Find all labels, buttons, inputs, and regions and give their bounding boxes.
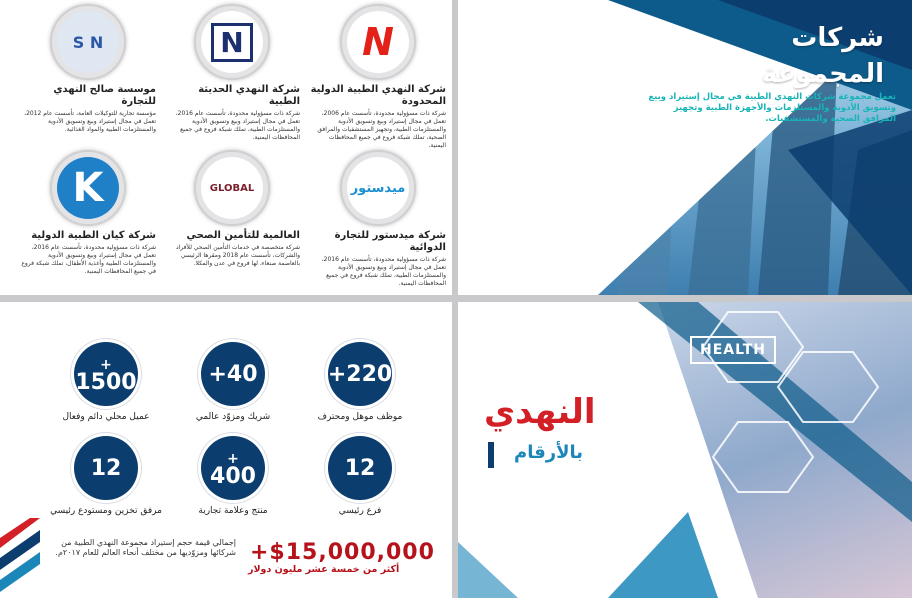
company-card — [20, 150, 156, 276]
cover-page — [458, 0, 912, 295]
stat-label: عميل محلي دائم وفعال — [62, 412, 150, 422]
brand-page — [458, 302, 912, 598]
company-logo — [194, 150, 270, 226]
health-label: HEALTH — [690, 336, 776, 364]
stat-label: منتج وعلامة تجارية — [198, 506, 268, 516]
company-description: شركة ذات مسؤولية محدودة، تأسست عام 2016، تعمل في مجال إستيراد وبيع وتسويق الأدوية والمستلزمات الطبية، تملك شبكة فروع في جميع المحافظات اليمنية. — [321, 256, 446, 287]
stat-value: + 400 — [201, 436, 265, 500]
stat-value: 12 — [74, 436, 138, 500]
page-title: شركات المجموعة — [761, 23, 884, 89]
company-logo — [194, 4, 270, 80]
import-amount: +$15,000,000 — [250, 540, 435, 565]
stat-label: موظف موهل ومحترف — [317, 412, 403, 422]
company-logo — [340, 4, 416, 80]
company-name: العالمية للتأمين الصحي — [186, 230, 300, 241]
numbers-page — [0, 302, 452, 598]
stat-label: فرع رئيسي — [338, 506, 382, 516]
company-card — [310, 4, 446, 150]
nahdi-logo-mark: N — [362, 20, 394, 64]
saleh-nahdi-logo-mark: S N — [72, 32, 104, 52]
company-card — [20, 4, 156, 134]
stat-item — [46, 436, 166, 517]
company-description: شركة ذات مسؤولية محدودة، تأسست عام 2016، تعمل في مجال إستيراد وبيع وتسويق الأدوية والمستلزمات الطبية وأغذية الأطفال، تملك شبكة فروع في جميع المحافظات اليمنية. — [21, 244, 156, 275]
stat-item — [173, 342, 293, 423]
company-description: شركة متخصصة في خدمات التأمين الصحي للأفراد والشركات، تأسست عام 2018 ومقرها الرئيسي بالعاصمة صنعاء، لها فروع في عدن والمكلا. — [175, 244, 300, 267]
company-description: شركة ذات مسؤولية محدودة، تأسست عام 2016، تعمل في مجال إستيراد وبيع وتسويق الأدوية والمستلزمات الطبية، تملك شبكة فروع في جميع المحافظات اليمنية. — [175, 110, 300, 141]
modern-nahdi-logo-mark: N — [211, 23, 252, 62]
stat-value: +40 — [201, 342, 265, 406]
company-name: موسسة صالح النهدي للتجارة — [53, 84, 156, 107]
stat-value: + 1500 — [74, 342, 138, 406]
company-logo — [50, 150, 126, 226]
stat-label: مرفق تخزين ومستودع رئيسي — [50, 506, 162, 516]
stat-item — [300, 436, 420, 517]
company-description: شركة ذات مسؤولية محدودة، تأسست عام 2006، تعمل في مجال إستيراد وبيع وتسويق الأدوية والمستلزمات الطبية، وتجهيز المستشفيات والمرافق الصحية، تملك شبكة فروع في جميع المحافظات اليمنية. — [317, 110, 446, 149]
company-card — [310, 150, 446, 288]
company-logo — [340, 150, 416, 226]
stat-item — [46, 342, 166, 423]
corner-stripes — [0, 518, 40, 598]
company-name: شركة ميدستور للتجارة الدوائية — [334, 230, 446, 253]
stat-item — [173, 436, 293, 517]
kayan-logo-mark: K — [72, 165, 104, 211]
brand-name: النهدي — [484, 392, 596, 432]
intro-text: تعمل مجموعة شركات النهدي الطبية في مجال إستيراد وبيع وتسويق الأدوية والمستلزمات والأجهزة الطبية وتجهيز المرافق الصحية والمستشفيات. — [648, 92, 896, 124]
stat-item — [300, 342, 420, 423]
company-card — [164, 150, 300, 268]
company-name: شركة كيان الطبية الدولية — [31, 230, 156, 241]
global-insurance-logo-mark: GLOBAL — [209, 182, 255, 194]
stat-value: 12 — [328, 436, 392, 500]
stat-value: +220 — [328, 342, 392, 406]
import-amount-words: أكثر من خمسة عشر مليون دولار — [248, 564, 400, 575]
company-description: مؤسسة تجارية للتوكيلات العامة، تأسست عام 2012، تعمل في مجال إستيراد وبيع وتسويق الأدوية والمستلزمات الطبية والمواد الغذائية. — [24, 110, 156, 133]
company-logo — [50, 4, 126, 80]
company-card — [164, 4, 300, 142]
brand-byline: بالأرقام — [514, 442, 584, 463]
medstore-logo-mark: ميدستور — [350, 180, 406, 196]
company-name: شركة النهدي الطبية الدولية المحدودة — [310, 84, 446, 107]
stat-label: شريك ومزوّد عالمي — [195, 412, 271, 422]
companies-page — [0, 0, 452, 295]
import-summary: إجمالي قيمة حجم إستيراد مجموعة النهدي الطبية من شركائها ومزوّديها من مختلف أنحاء العالم للعام ٢٠١٧م. — [55, 538, 236, 557]
company-name: شركة النهدي الحديثة الطبية — [198, 84, 300, 107]
